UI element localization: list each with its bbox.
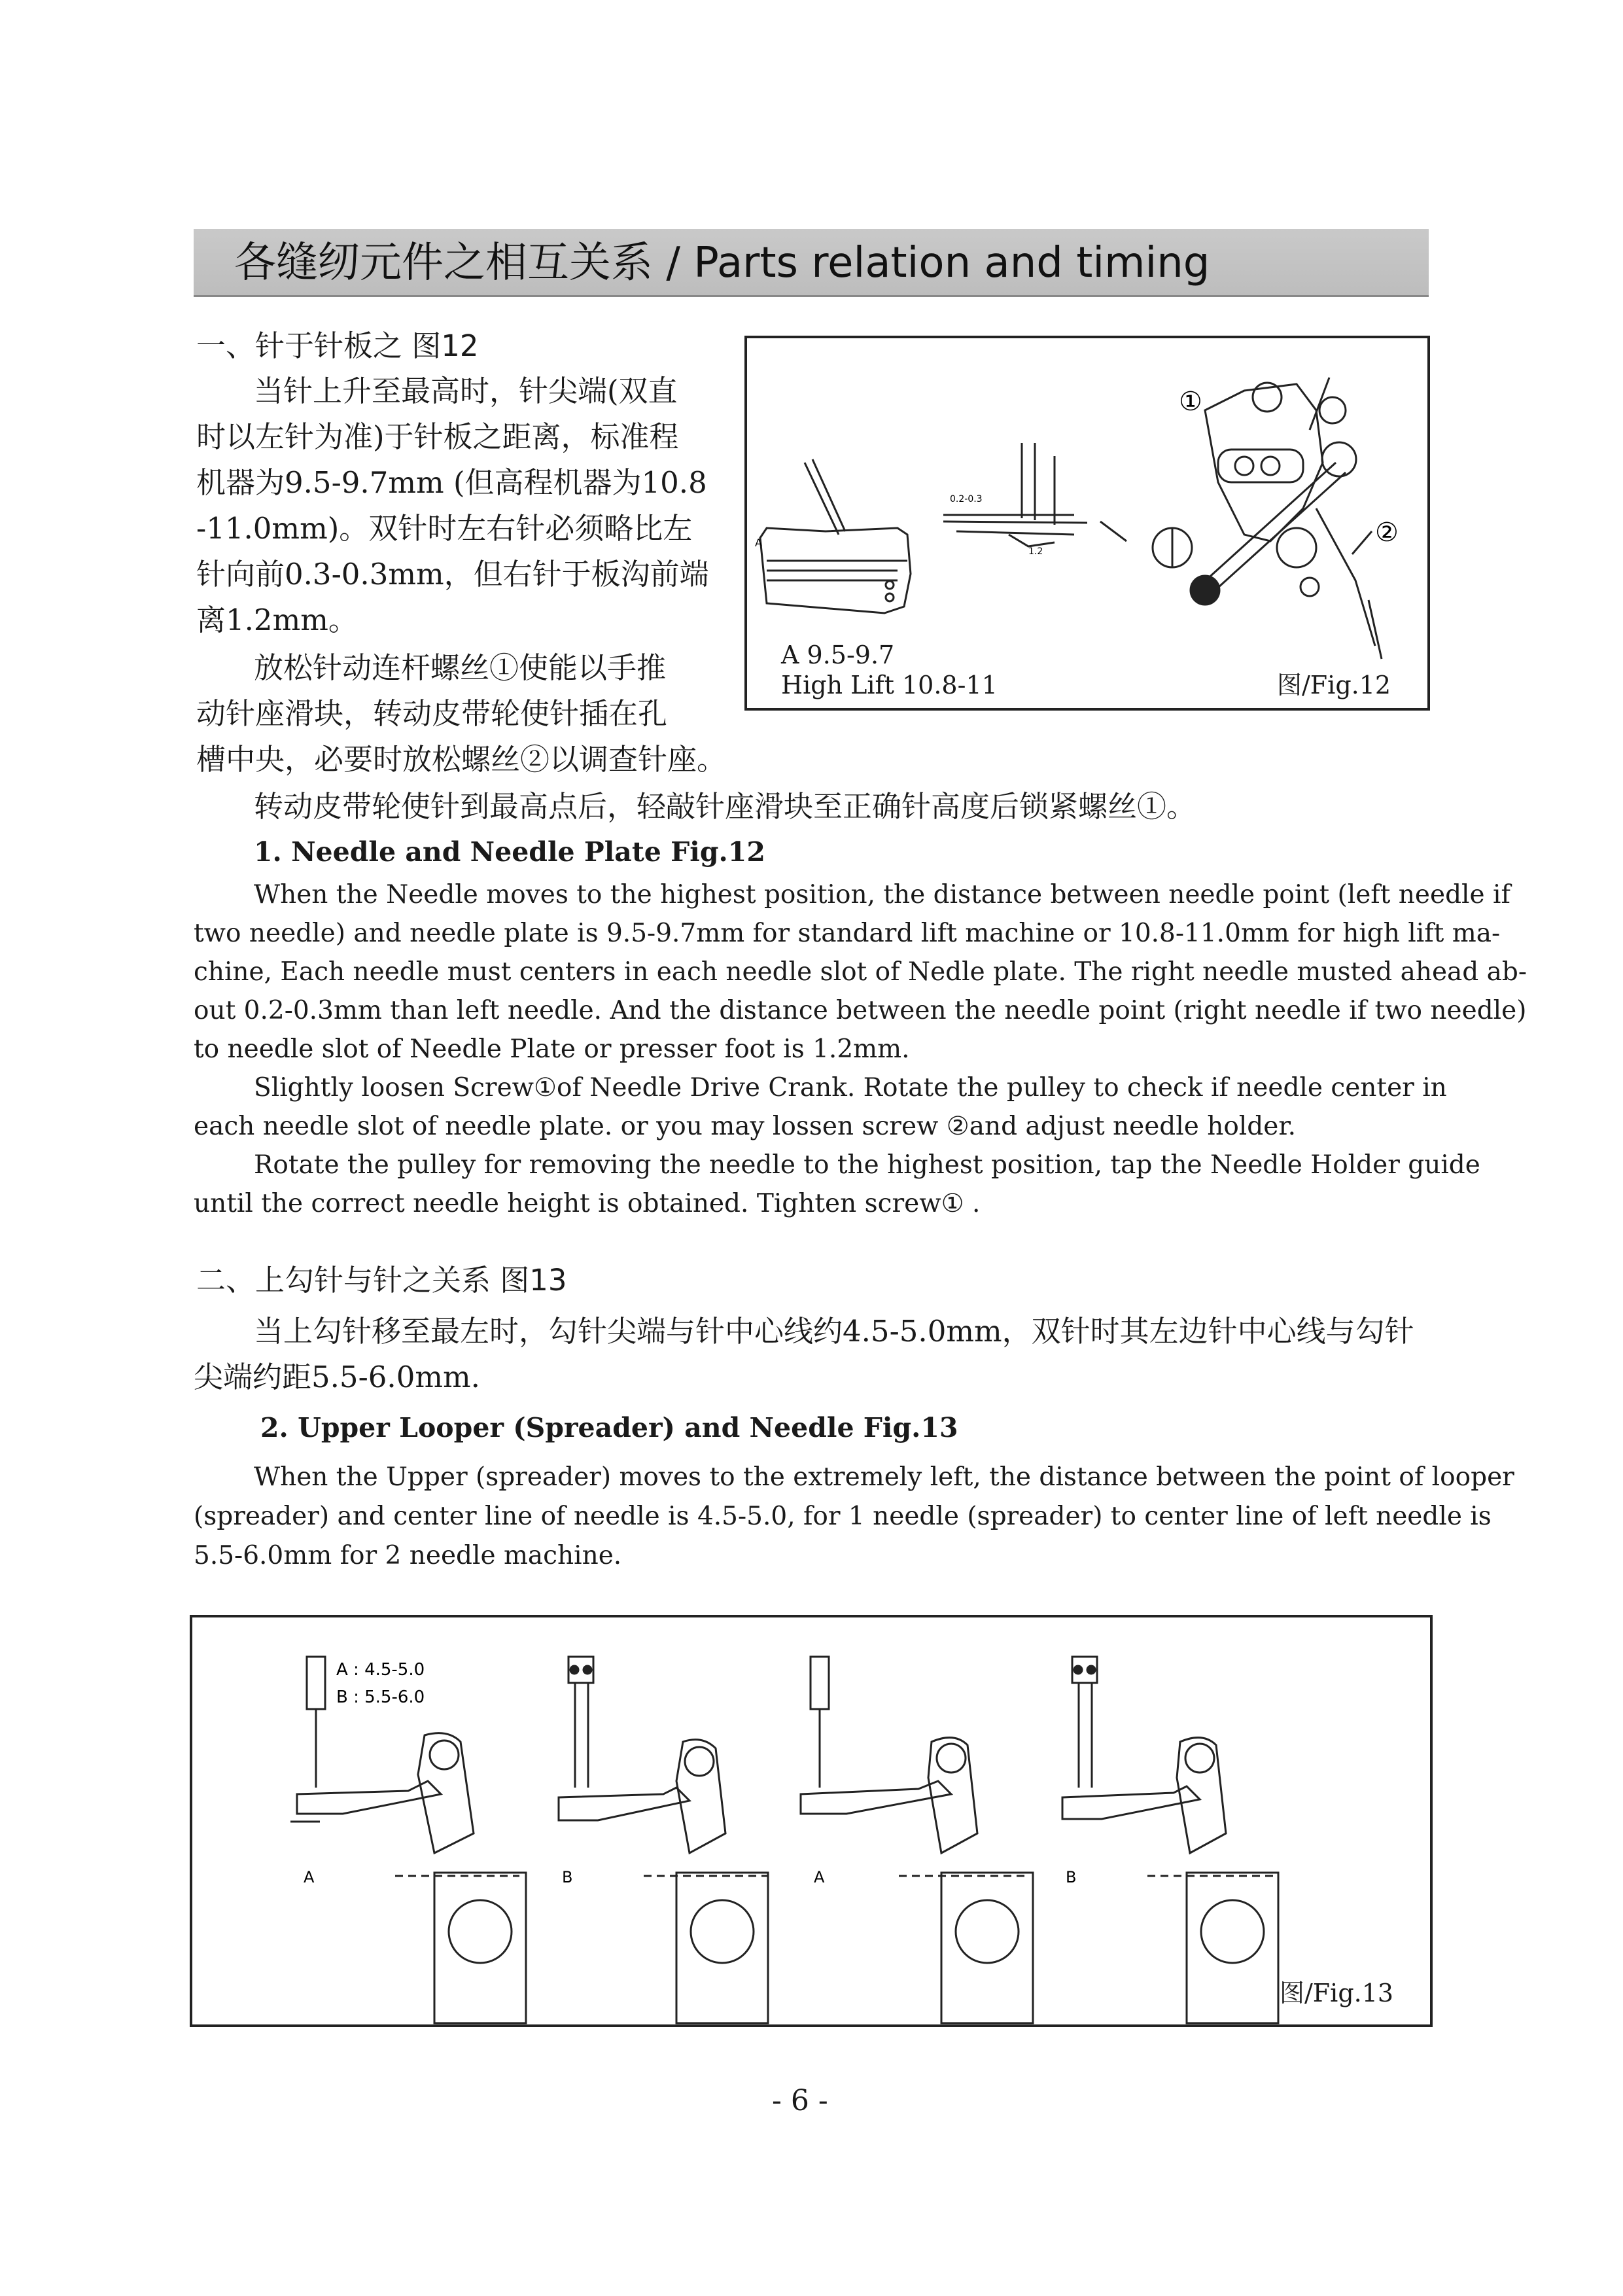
section1-heading-en: 1. Needle and Needle Plate Fig.12 bbox=[254, 836, 765, 868]
section1-zh-line: 机器为9.5-9.7mm (但高程机器为10.8 bbox=[196, 465, 707, 500]
section2-heading-en: 2. Upper Looper (Spreader) and Needle Fig.13 bbox=[260, 1412, 958, 1443]
section1-zh-line: -11.0mm)。双针时左右针必须略比左 bbox=[196, 511, 693, 546]
fig12-caption: 图/Fig.12 bbox=[1277, 671, 1391, 699]
dim-label-top: 0.2-0.3 bbox=[950, 494, 983, 504]
fig12-label-high-lift: High Lift 10.8-11 bbox=[781, 671, 998, 699]
section2-en-line: (spreader) and center line of needle is 4.5-5.0, for 1 needle (spreader) to center line of left needle is bbox=[194, 1502, 1492, 1531]
section1-zh-line: 动针座滑块，转动皮带轮使针插在孔 bbox=[196, 696, 668, 731]
section1-heading-zh: 一、针于针板之 图12 bbox=[196, 328, 479, 363]
letter-a: A bbox=[755, 537, 762, 549]
fig13-legend-b: B : 5.5-6.0 bbox=[336, 1687, 425, 1707]
section1-en-line: out 0.2-0.3mm than left needle. And the distance between the needle point (right needle if two needle) bbox=[194, 996, 1527, 1025]
section2-zh-line: 尖端约距5.5-6.0mm. bbox=[194, 1360, 480, 1394]
section1-en-line: Slightly loosen Screw①of Needle Drive Crank. Rotate the pulley to check if needle center in bbox=[254, 1073, 1447, 1103]
callout-screw-2: ② bbox=[1375, 518, 1399, 548]
fig13-panel-letter: A bbox=[814, 1868, 825, 1886]
section1-en-line: When the Needle moves to the highest position, the distance between needle point (left needle if bbox=[254, 880, 1510, 910]
section2-en-line: When the Upper (spreader) moves to the extremely left, the distance between the point of looper bbox=[254, 1462, 1514, 1492]
section2-en-line: 5.5-6.0mm for 2 needle machine. bbox=[194, 1541, 622, 1570]
section1-en-line: Rotate the pulley for removing the needle to the highest position, tap the Needle Holder guide bbox=[254, 1150, 1480, 1180]
figure-13 bbox=[190, 1615, 1433, 2027]
section1-en-line: to needle slot of Needle Plate or presser foot is 1.2mm. bbox=[194, 1034, 910, 1064]
fig13-panel-letter: B bbox=[1066, 1868, 1077, 1886]
page-number: - 6 - bbox=[772, 2084, 828, 2117]
section1-zh-line: 针向前0.3-0.3mm，但右针于板沟前端 bbox=[196, 557, 709, 592]
fig13-panel-letter: B bbox=[562, 1868, 573, 1886]
section1-zh-line: 放松针动连杆螺丝①使能以手推 bbox=[254, 650, 667, 685]
dim-label-bottom: 1.2 bbox=[1028, 546, 1043, 557]
section1-zh-line: 槽中央，必要时放松螺丝②以调查针座。 bbox=[196, 742, 727, 777]
section1-en-line: until the correct needle height is obtained. Tighten screw① . bbox=[194, 1189, 981, 1218]
section1-en-line: chine, Each needle must centers in each needle slot of Nedle plate. The right needle musted ahead ab- bbox=[194, 957, 1527, 987]
fig13-panel-letter: A bbox=[304, 1868, 315, 1886]
figure-12 bbox=[744, 336, 1430, 711]
fig13-legend-a: A : 4.5-5.0 bbox=[336, 1660, 425, 1680]
callout-screw-1: ① bbox=[1179, 387, 1202, 417]
section1-en-line: each needle slot of needle plate. or you may lossen screw ②and adjust needle holder. bbox=[194, 1112, 1297, 1141]
figure-13-drawing bbox=[192, 1617, 1430, 2024]
section2-zh-line: 当上勾针移至最左时，勾针尖端与针中心线约4.5-5.0mm，双针时其左边针中心线与勾针 bbox=[254, 1314, 1414, 1349]
section1-en-line: two needle) and needle plate is 9.5-9.7mm for standard lift machine or 10.8-11.0mm for high lift ma- bbox=[194, 919, 1501, 948]
section1-zh-line: 转动皮带轮使针到最高点后，轻敲针座滑块至正确针高度后锁紧螺丝①。 bbox=[254, 789, 1196, 824]
section2-heading-zh: 二、上勾针与针之关系 图13 bbox=[196, 1263, 567, 1298]
section-title: 各缝纫元件之相互关系 / Parts relation and timing bbox=[234, 239, 1210, 287]
fig13-caption: 图/Fig.13 bbox=[1280, 1979, 1394, 2007]
fig12-label-standard: A 9.5-9.7 bbox=[781, 641, 895, 669]
section1-zh-line: 离1.2mm。 bbox=[196, 603, 358, 637]
section1-zh-line: 时以左针为准)于针板之距离，标准程 bbox=[196, 419, 679, 454]
section-title-banner bbox=[194, 229, 1429, 297]
section1-zh-line: 当针上升至最高时，针尖端(双直 bbox=[254, 374, 678, 408]
